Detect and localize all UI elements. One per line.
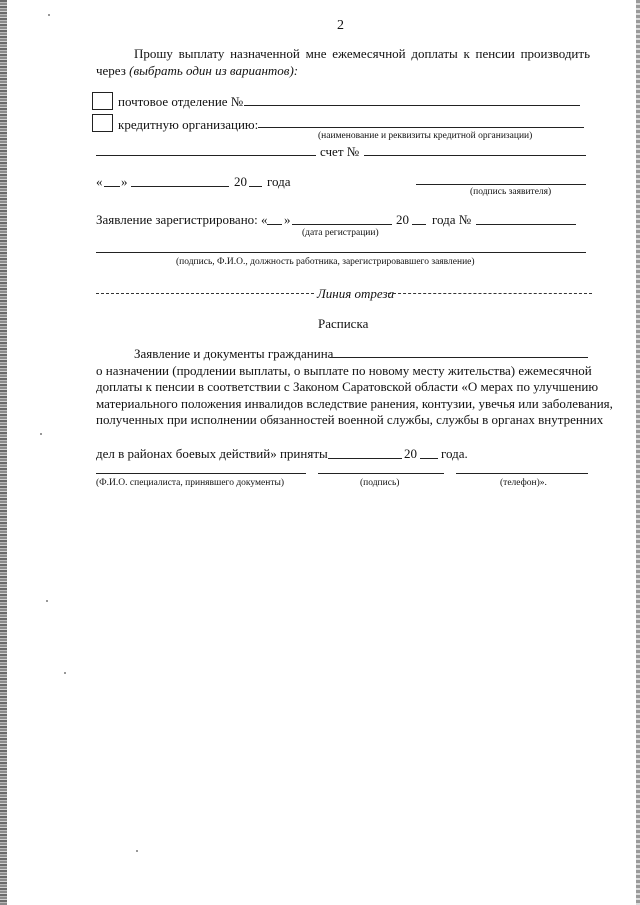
- receipt-line-4: материального положения инвалидов вследствие ранения, контузии, увечья или заболевания,: [96, 396, 613, 411]
- account-label: счет №: [320, 144, 360, 159]
- specialist-phone-line[interactable]: [456, 473, 588, 474]
- request-line-1: Прошу выплату назначенной мне ежемесячной доплаты к пенсии производить: [134, 46, 590, 61]
- scan-speck: [64, 672, 66, 674]
- cut-line-label: Линия отреза: [317, 286, 395, 301]
- applicant-signature-line[interactable]: [416, 184, 586, 185]
- credit-org-caption: (наименование и реквизиты кредитной организации): [318, 131, 533, 141]
- credit-org-checkbox[interactable]: [92, 114, 113, 132]
- staff-signature-line[interactable]: [96, 252, 586, 253]
- scan-speck: [48, 14, 50, 16]
- post-office-checkbox[interactable]: [92, 92, 113, 110]
- receipt-year-suffix: года.: [441, 446, 468, 461]
- scan-speck: [46, 600, 48, 602]
- registration-day-line[interactable]: [267, 224, 282, 225]
- scan-speck: [136, 850, 138, 852]
- phone-caption: (телефон)».: [500, 478, 547, 488]
- staff-signature-caption: (подпись, Ф.И.О., должность работника, зарегистрировавшего заявление): [176, 257, 475, 267]
- date-year-suffix: года: [267, 174, 291, 189]
- request-line-2-italic: (выбрать один из вариантов):: [129, 63, 299, 78]
- receipt-line-1: Заявление и документы гражданина: [134, 346, 334, 361]
- registration-quote-right: »: [284, 212, 291, 227]
- registration-date-caption: (дата регистрации): [302, 228, 379, 238]
- credit-org-line[interactable]: [258, 127, 584, 128]
- date-year-line[interactable]: [249, 186, 262, 187]
- receipt-year-prefix: 20: [404, 446, 417, 461]
- scan-left-edge: [0, 0, 7, 905]
- receipt-line-6a: дел в районах боевых действий» приняты: [96, 446, 328, 461]
- registration-number-label: года №: [432, 212, 472, 227]
- post-office-label: почтовое отделение №: [118, 94, 244, 109]
- applicant-signature-caption: (подпись заявителя): [470, 187, 552, 197]
- date-month-line[interactable]: [131, 186, 229, 187]
- scan-right-edge: [636, 0, 640, 905]
- page-number: 2: [337, 18, 344, 33]
- date-quote-left: «: [96, 174, 103, 189]
- request-line-2: [96, 64, 298, 77]
- specialist-signature-line[interactable]: [318, 473, 444, 474]
- account-number-line[interactable]: [364, 155, 586, 156]
- specialist-caption: (Ф.И.О. специалиста, принявшего документы): [96, 478, 285, 488]
- receipt-line-2: о назначении (продлении выплаты, о выплате по новому месту жительства) ежемесячной: [96, 363, 592, 378]
- receipt-year-line[interactable]: [420, 458, 438, 459]
- registration-label: Заявление зарегистрировано: «: [96, 212, 268, 227]
- date-year-prefix: 20: [234, 174, 247, 189]
- post-office-number-line[interactable]: [244, 105, 580, 106]
- registration-month-line[interactable]: [292, 224, 392, 225]
- receipt-date-line[interactable]: [328, 458, 402, 459]
- receipt-line-5: полученных при исполнении обязанностей военной службы, службы в органах внутренних: [96, 412, 604, 427]
- request-line-2-prefix: через: [96, 63, 130, 78]
- cut-line-dash-right: [388, 293, 592, 294]
- specialist-name-line[interactable]: [96, 473, 306, 474]
- cut-line-dash-left: [96, 293, 314, 294]
- signature-caption: (подпись): [360, 478, 400, 488]
- scan-speck: [40, 433, 42, 435]
- date-day-line[interactable]: [104, 186, 120, 187]
- receipt-line-3: доплаты к пенсии в соответствии с Законом Саратовской области «О мерах по улучшению: [96, 379, 599, 394]
- registration-year-prefix: 20: [396, 212, 409, 227]
- credit-org-line-2[interactable]: [96, 155, 316, 156]
- registration-year-line[interactable]: [412, 224, 426, 225]
- citizen-name-line[interactable]: [330, 357, 588, 358]
- registration-number-line[interactable]: [476, 224, 576, 225]
- credit-org-label: кредитную организацию:: [118, 117, 259, 132]
- receipt-title: Расписка: [318, 316, 369, 331]
- cut-line: [96, 286, 592, 300]
- date-quote-right: »: [121, 174, 128, 189]
